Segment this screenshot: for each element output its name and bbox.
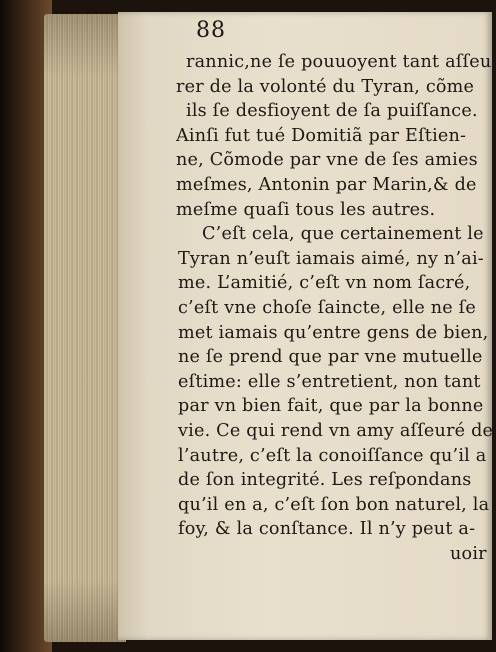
text-line: rer de la volonté du Tyran, cõme — [176, 76, 475, 97]
catchword: uoir — [450, 543, 487, 564]
text-line: meſme quaſi tous les autres. — [176, 199, 436, 220]
text-line: eſtime: elle s’entretient, non tant — [178, 371, 481, 392]
text-line: rannic,ne ſe pouuoyent tant aſſeu — [186, 52, 492, 72]
text-line: C’eſt cela, que certainement le — [202, 224, 484, 245]
text-line: meſmes, Antonin par Marin,& de — [176, 174, 477, 195]
text-line: Tyran n’euſt iamais aimé, ny n’ai- — [178, 248, 484, 269]
text-line: par vn bien fait, que par la bonne — [178, 396, 484, 417]
text-line: l’autre, c’eſt la conoiſſance qu’il a — [178, 445, 487, 466]
page-text — [176, 50, 494, 566]
text-line: Ainſi fut tué Domitiã par Eſtien- — [176, 125, 467, 146]
text-line: ils ſe desfioyent de ſa puiſſance. — [186, 101, 478, 122]
text-line: ne ſe prend que par vne mutuelle — [178, 347, 483, 368]
text-line: foy, & la conſtance. Il n’y peut a- — [178, 519, 476, 540]
text-line: c’eſt vne choſe ſaincte, elle ne ſe — [178, 297, 477, 318]
page-edges — [44, 14, 126, 642]
text-line: vie. Ce qui rend vn amy aſſeuré de — [178, 420, 494, 441]
text-line: me. L’amitié, c’eſt vn nom ſacré, — [178, 273, 471, 294]
page-number: 88 — [196, 18, 226, 43]
text-line: de ſon integrité. Les reſpondans — [178, 470, 472, 491]
text-line: qu’il en a, c’eſt ſon bon naturel, la — [178, 494, 490, 515]
text-line: met iamais qu’entre gens de bien, — [178, 322, 489, 343]
text-line: ne, Cõmode par vne de ſes amies — [176, 150, 478, 171]
